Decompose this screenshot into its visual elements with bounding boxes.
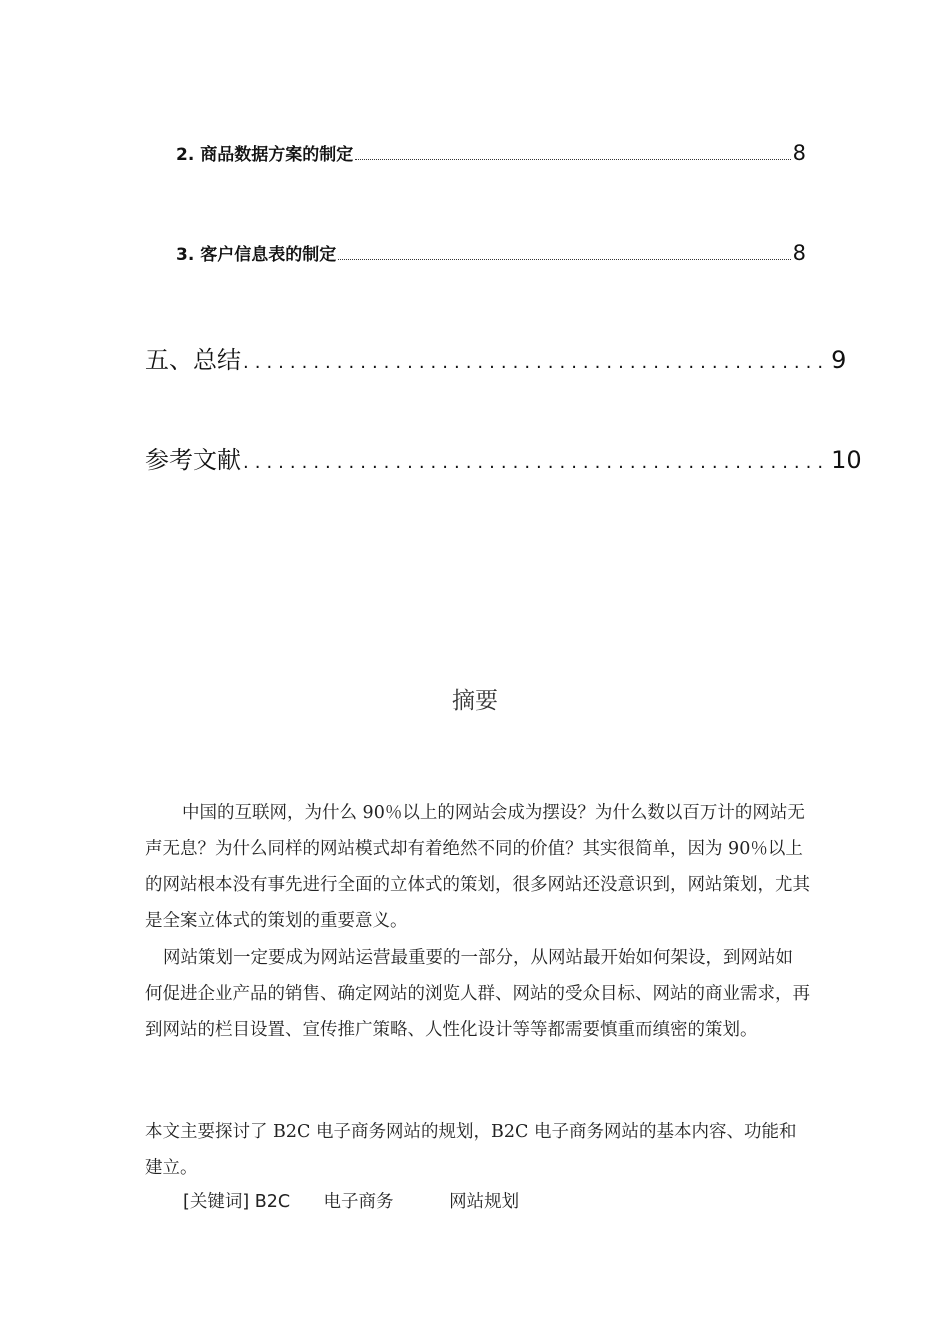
toc-leader-dots <box>338 258 790 260</box>
toc-entry-references[interactable] <box>145 440 862 475</box>
toc-entry-customer-info[interactable] <box>176 240 806 265</box>
toc-entry-label: 参考文献 <box>145 446 241 474</box>
toc-leader-dots: .................................................. <box>243 452 830 473</box>
abstract-keywords: [关键词] B2C 电子商务 网站规划 <box>183 1192 520 1212</box>
toc-entry-page: 10 <box>831 446 862 474</box>
abstract-title: 摘要 <box>452 688 498 714</box>
toc-entry-product-data[interactable] <box>176 140 806 165</box>
toc-entry-summary[interactable] <box>145 340 847 375</box>
toc-entry-label: 五、总结 <box>145 346 241 374</box>
toc-leader-dots <box>355 158 790 160</box>
toc-entry-label: 2. 商品数据方案的制定 <box>176 145 354 165</box>
toc-entry-page: 8 <box>792 141 806 165</box>
toc-entry-label: 3. 客户信息表的制定 <box>176 245 337 265</box>
abstract-paragraph-2: 网站策划一定要成为网站运营最重要的一部分，从网站最开始如何架设，到网站如何促进企业产品的销售、确定网站的浏览人群、网站的受众目标、网站的商业需求，再到网站的栏目设置、宣传推广策略、人性化设计等等都需要慎重而缜密的策划。 <box>145 948 810 1040</box>
abstract-paragraph-1: 中国的互联网，为什么 90％以上的网站会成为摆设？为什么数以百万计的网站无声无息？为什么同样的网站模式却有着绝然不同的价值？其实很简单，因为 90％以上的网站根本没有事先进行全面的立体式的策划，很多网站还没意识到，网站策划，尤其是全案立体式的策划的重要意义。 <box>145 803 810 931</box>
toc-leader-dots: .................................................. <box>243 352 830 373</box>
toc-entry-page: 8 <box>792 241 806 265</box>
toc-entry-page: 9 <box>831 346 847 374</box>
abstract-paragraph-3: 本文主要探讨了 B2C 电子商务网站的规划，B2C 电子商务网站的基本内容、功能和建立。 <box>145 1122 797 1178</box>
